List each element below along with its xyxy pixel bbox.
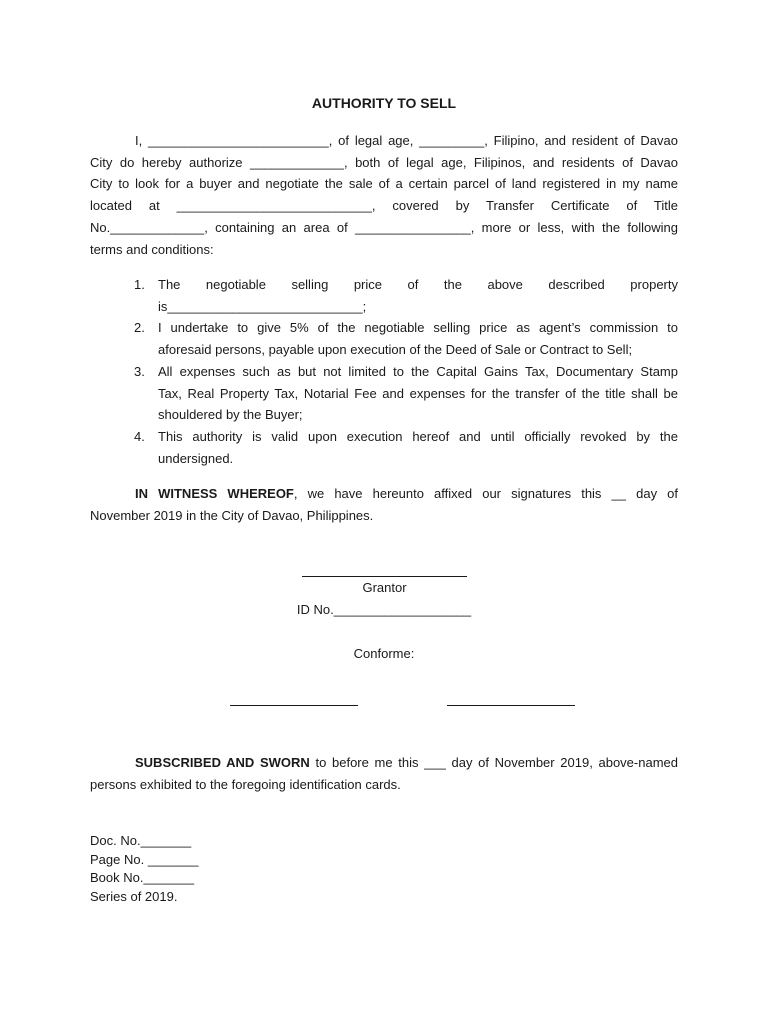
book-number: Book No._______ <box>90 870 195 885</box>
intro-line: City to look for a buyer and negotiate the sale of a certain parcel of land registered in my name <box>90 176 678 192</box>
document-title: AUTHORITY TO SELL <box>311 95 457 111</box>
intro-line: terms and conditions: <box>90 241 214 257</box>
term-item <box>134 426 678 469</box>
term-line: The negotiable selling price of the above described property <box>158 277 678 292</box>
subscribed-heading: SUBSCRIBED AND SWORN <box>135 755 310 770</box>
term-number: 3. <box>134 363 145 379</box>
subscribed-text: to before me this ___ day of November 2019, above-named <box>309 755 678 770</box>
witness-line: November 2019 in the City of Davao, Philippines. <box>90 507 374 523</box>
conforme-signature-line-right <box>447 705 575 706</box>
page-number: Page No. _______ <box>90 851 199 867</box>
subscribed-paragraph <box>90 752 678 795</box>
conforme-signature-line-left <box>230 705 358 706</box>
term-line: undersigned. <box>158 450 234 466</box>
witness-paragraph <box>90 483 678 526</box>
terms-list <box>134 274 678 469</box>
intro-line: located at ___________________________, covered by Transfer Certificate of Title <box>90 198 678 214</box>
term-item <box>134 361 678 426</box>
id-number: ID No.___________________ <box>296 602 472 617</box>
intro-line: No._____________, containing an area of ________________, more or less, with the following <box>90 219 678 235</box>
intro-line: City do hereby authorize _____________, both of legal age, Filipinos, and residents of Davao <box>90 154 678 170</box>
conforme-label: Conforme: <box>353 646 415 661</box>
term-line: I undertake to give 5% of the negotiable selling price as agent’s commission to <box>158 320 678 336</box>
intro-paragraph <box>90 130 678 260</box>
term-line: Tax, Real Property Tax, Notarial Fee and expenses for the transfer of the title shall be <box>158 385 678 401</box>
term-line: All expenses such as but not limited to the Capital Gains Tax, Documentary Stamp <box>158 363 678 379</box>
term-line: shouldered by the Buyer; <box>158 407 303 423</box>
term-item <box>134 317 678 360</box>
grantor-label: Grantor <box>362 580 407 595</box>
subscribed-line <box>90 752 678 774</box>
series-year: Series of 2019. <box>90 888 178 904</box>
notary-block <box>90 832 198 906</box>
term-number: 1. <box>134 277 145 292</box>
subscribed-line: persons exhibited to the foregoing identification cards. <box>90 776 401 792</box>
witness-heading: IN WITNESS WHEREOF <box>135 486 294 501</box>
witness-line <box>90 483 678 505</box>
grantor-signature-line <box>302 576 467 577</box>
term-line: is___________________________; <box>158 298 367 314</box>
term-number: 4. <box>134 428 145 444</box>
intro-line: I, _________________________, of legal age, _________, Filipino, and resident of Davao <box>135 133 678 148</box>
term-number: 2. <box>134 320 145 336</box>
doc-number: Doc. No._______ <box>90 833 192 848</box>
term-line: This authority is valid upon execution hereof and until officially revoked by the <box>158 428 678 444</box>
term-line: aforesaid persons, payable upon execution of the Deed of Sale or Contract to Sell; <box>158 342 633 358</box>
term-item <box>134 274 678 317</box>
witness-text: , we have hereunto affixed our signatures this __ day of <box>293 486 679 501</box>
